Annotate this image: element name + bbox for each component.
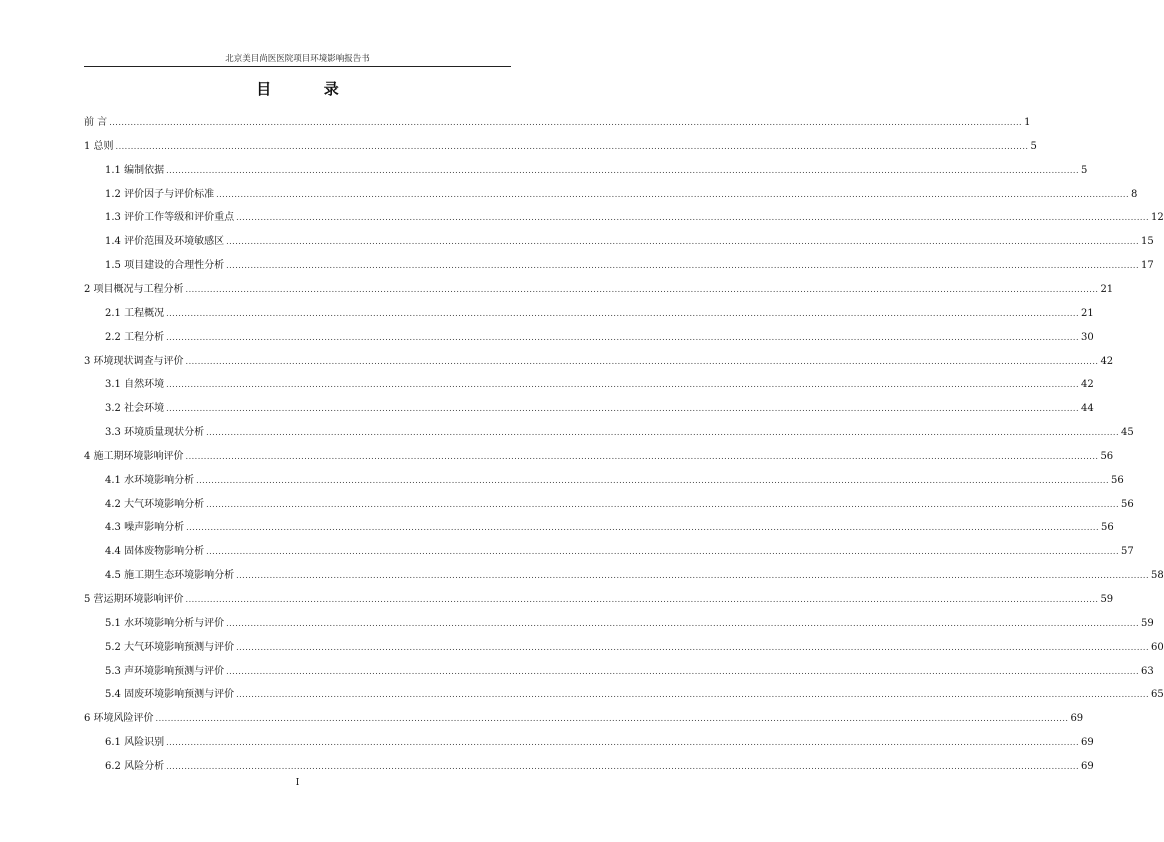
- toc-entry[interactable]: [105, 520, 1114, 536]
- toc-entry-label: 1.5 项目建设的合理性分析: [105, 260, 225, 272]
- toc-entry-page: 65: [1150, 689, 1164, 701]
- toc-entry[interactable]: [105, 640, 1164, 656]
- toc-leader-dots: ............................................................................................................................................................................................................................................................................................................: [206, 428, 1119, 438]
- toc-entry[interactable]: [84, 115, 1031, 131]
- toc-entry[interactable]: [105, 568, 1164, 584]
- toc-entry-page: 21: [1100, 283, 1114, 295]
- toc-entry[interactable]: [105, 187, 1138, 203]
- toc-entry-label: 3.2 社会环境: [105, 403, 165, 415]
- running-header: 北京美目尚医医院项目环境影响报告书: [225, 54, 370, 64]
- toc-entry-page: 5: [1030, 140, 1037, 152]
- toc-entry-page: 59: [1100, 594, 1114, 605]
- toc-entry-label: 4 施工期环境影响评价: [84, 450, 184, 462]
- toc-entry-label: 2 项目概况与工程分析: [84, 283, 184, 295]
- header-rule: [84, 66, 511, 67]
- toc-leader-dots: ............................................................................................................................................................................................................................................................................................................: [109, 118, 1023, 127]
- toc-entry-label: 1.3 评价工作等级和评价重点: [105, 212, 235, 224]
- toc-entry-label: 5.3 声环境影响预测与评价: [105, 665, 225, 677]
- toc-entry-label: 4.4 固体废物影响分析: [105, 546, 205, 558]
- toc-leader-dots: ............................................................................................................................................................................................................................................................................................................: [226, 237, 1139, 247]
- toc-leader-dots: ............................................................................................................................................................................................................................................................................................................: [155, 714, 1069, 724]
- toc-entry[interactable]: [105, 210, 1164, 226]
- toc-entry[interactable]: [105, 377, 1094, 393]
- toc-leader-dots: ............................................................................................................................................................................................................................................................................................................: [236, 642, 1149, 652]
- toc-leader-dots: ............................................................................................................................................................................................................................................................................................................: [226, 261, 1139, 271]
- toc-leader-dots: ............................................................................................................................................................................................................................................................................................................: [236, 213, 1149, 223]
- toc-entry-label: 6 环境风险评价: [84, 713, 154, 725]
- toc-entry-page: 69: [1070, 713, 1084, 725]
- toc-leader-dots: ............................................................................................................................................................................................................................................................................................................: [185, 356, 1099, 366]
- toc-leader-dots: ............................................................................................................................................................................................................................................................................................................: [236, 690, 1149, 700]
- toc-entry[interactable]: [105, 544, 1134, 560]
- toc-entry-page: 56: [1120, 498, 1134, 510]
- toc-entry-page: 30: [1080, 331, 1094, 343]
- toc-entry-page: 56: [1100, 522, 1114, 534]
- toc-entry-label: 2.1 工程概况: [105, 307, 165, 319]
- page-title: [0, 78, 595, 99]
- toc-entry-page: 58: [1150, 570, 1164, 582]
- toc-entry-page: 63: [1140, 665, 1154, 677]
- toc-entry-page: 42: [1080, 379, 1094, 391]
- toc-entry-label: 3.3 环境质量现状分析: [105, 427, 205, 439]
- toc-entry-label: 5 营运期环境影响评价: [84, 594, 184, 605]
- toc-leader-dots: ............................................................................................................................................................................................................................................................................................................: [236, 571, 1149, 581]
- toc-entry-page: 59: [1140, 617, 1154, 629]
- toc-entry-label: 5.4 固废环境影响预测与评价: [105, 689, 235, 701]
- toc-entry[interactable]: [84, 711, 1084, 727]
- toc-entry-page: 69: [1080, 760, 1094, 772]
- toc-entry[interactable]: [105, 497, 1134, 513]
- toc-entry[interactable]: [105, 306, 1094, 322]
- toc-entry[interactable]: [105, 163, 1088, 179]
- toc-entry-page: 21: [1080, 307, 1094, 319]
- toc-entry-page: 15: [1140, 236, 1154, 248]
- toc-entry-label: 前 言: [84, 117, 108, 128]
- toc-entry[interactable]: [84, 282, 1114, 298]
- page-number-footer: I: [295, 778, 300, 788]
- toc-entry-page: 1: [1024, 117, 1031, 128]
- toc-leader-dots: ............................................................................................................................................................................................................................................................................................................: [226, 618, 1139, 628]
- toc-leader-dots: ............................................................................................................................................................................................................................................................................................................: [185, 284, 1099, 294]
- toc-leader-dots: ............................................................................................................................................................................................................................................................................................................: [166, 738, 1079, 748]
- toc-entry[interactable]: [105, 473, 1124, 489]
- toc-entry-page: 42: [1100, 355, 1114, 367]
- toc-entry-page: 12: [1150, 212, 1164, 224]
- toc-entry-page: 56: [1110, 474, 1124, 486]
- toc-entry-page: 56: [1100, 450, 1114, 462]
- toc-entry-label: 2.2 工程分析: [105, 331, 165, 343]
- toc-entry-label: 1.2 评价因子与评价标准: [105, 188, 215, 200]
- toc-entry[interactable]: [84, 592, 1114, 608]
- toc-entry-page: 69: [1080, 737, 1094, 749]
- toc-entry-label: 4.1 水环境影响分析: [105, 474, 195, 486]
- toc-entry-label: 1 总则: [84, 140, 114, 152]
- toc-leader-dots: ............................................................................................................................................................................................................................................................................................................: [185, 451, 1099, 461]
- toc-entry[interactable]: [105, 330, 1094, 346]
- toc-entry[interactable]: [105, 425, 1134, 441]
- toc-entry-page: 17: [1140, 260, 1154, 272]
- toc-entry-label: 6.1 风险识别: [105, 737, 165, 749]
- toc-entry[interactable]: [105, 401, 1094, 417]
- title-char-left: 目: [256, 80, 272, 98]
- toc-leader-dots: ............................................................................................................................................................................................................................................................................................................: [166, 404, 1079, 414]
- toc-entry[interactable]: [105, 735, 1094, 751]
- toc-entry[interactable]: [105, 687, 1164, 703]
- toc-entry-label: 3.1 自然环境: [105, 379, 165, 391]
- toc-entry-page: 57: [1120, 546, 1134, 558]
- toc-leader-dots: ............................................................................................................................................................................................................................................................................................................: [166, 332, 1079, 342]
- toc-leader-dots: ............................................................................................................................................................................................................................................................................................................: [185, 595, 1099, 604]
- toc-leader-dots: ............................................................................................................................................................................................................................................................................................................: [166, 380, 1079, 390]
- toc-entry-page: 60: [1150, 641, 1164, 653]
- toc-entry-label: 4.3 噪声影响分析: [105, 522, 185, 534]
- toc-leader-dots: ............................................................................................................................................................................................................................................................................................................: [115, 141, 1029, 151]
- toc-entry[interactable]: [84, 449, 1114, 465]
- toc-entry[interactable]: [105, 258, 1154, 274]
- toc-leader-dots: ............................................................................................................................................................................................................................................................................................................: [196, 475, 1109, 485]
- toc-leader-dots: ............................................................................................................................................................................................................................................................................................................: [186, 523, 1099, 533]
- toc-entry-page: 45: [1120, 427, 1134, 439]
- toc-entry[interactable]: [105, 616, 1154, 632]
- toc-entry[interactable]: [84, 139, 1037, 155]
- toc-leader-dots: ............................................................................................................................................................................................................................................................................................................: [166, 761, 1079, 771]
- toc-entry-label: 5.1 水环境影响分析与评价: [105, 617, 225, 629]
- toc-leader-dots: ............................................................................................................................................................................................................................................................................................................: [166, 165, 1079, 175]
- toc-entry-label: 1.4 评价范围及环境敏感区: [105, 236, 225, 248]
- toc-entry-label: 6.2 风险分析: [105, 760, 165, 772]
- title-char-right: 录: [323, 80, 339, 98]
- toc-entry-label: 5.2 大气环境影响预测与评价: [105, 641, 235, 653]
- toc-entry-page: 8: [1130, 188, 1138, 200]
- toc-entry[interactable]: [84, 354, 1114, 370]
- toc-leader-dots: ............................................................................................................................................................................................................................................................................................................: [226, 666, 1139, 676]
- toc-entry[interactable]: [105, 234, 1154, 250]
- toc-entry[interactable]: [105, 759, 1094, 775]
- toc-entry-label: 3 环境现状调查与评价: [84, 355, 184, 367]
- toc-entry[interactable]: [105, 664, 1154, 680]
- toc-leader-dots: ............................................................................................................................................................................................................................................................................................................: [166, 308, 1079, 318]
- toc-leader-dots: ............................................................................................................................................................................................................................................................................................................: [216, 189, 1129, 199]
- toc-leader-dots: ............................................................................................................................................................................................................................................................................................................: [206, 547, 1119, 557]
- toc-entry-page: 5: [1080, 164, 1088, 176]
- toc-entry-label: 4.5 施工期生态环境影响分析: [105, 570, 235, 582]
- toc-entry-page: 44: [1080, 403, 1094, 415]
- toc-entry-label: 4.2 大气环境影响分析: [105, 498, 205, 510]
- toc-entry-label: 1.1 编制依据: [105, 164, 165, 176]
- toc-leader-dots: ............................................................................................................................................................................................................................................................................................................: [206, 499, 1119, 509]
